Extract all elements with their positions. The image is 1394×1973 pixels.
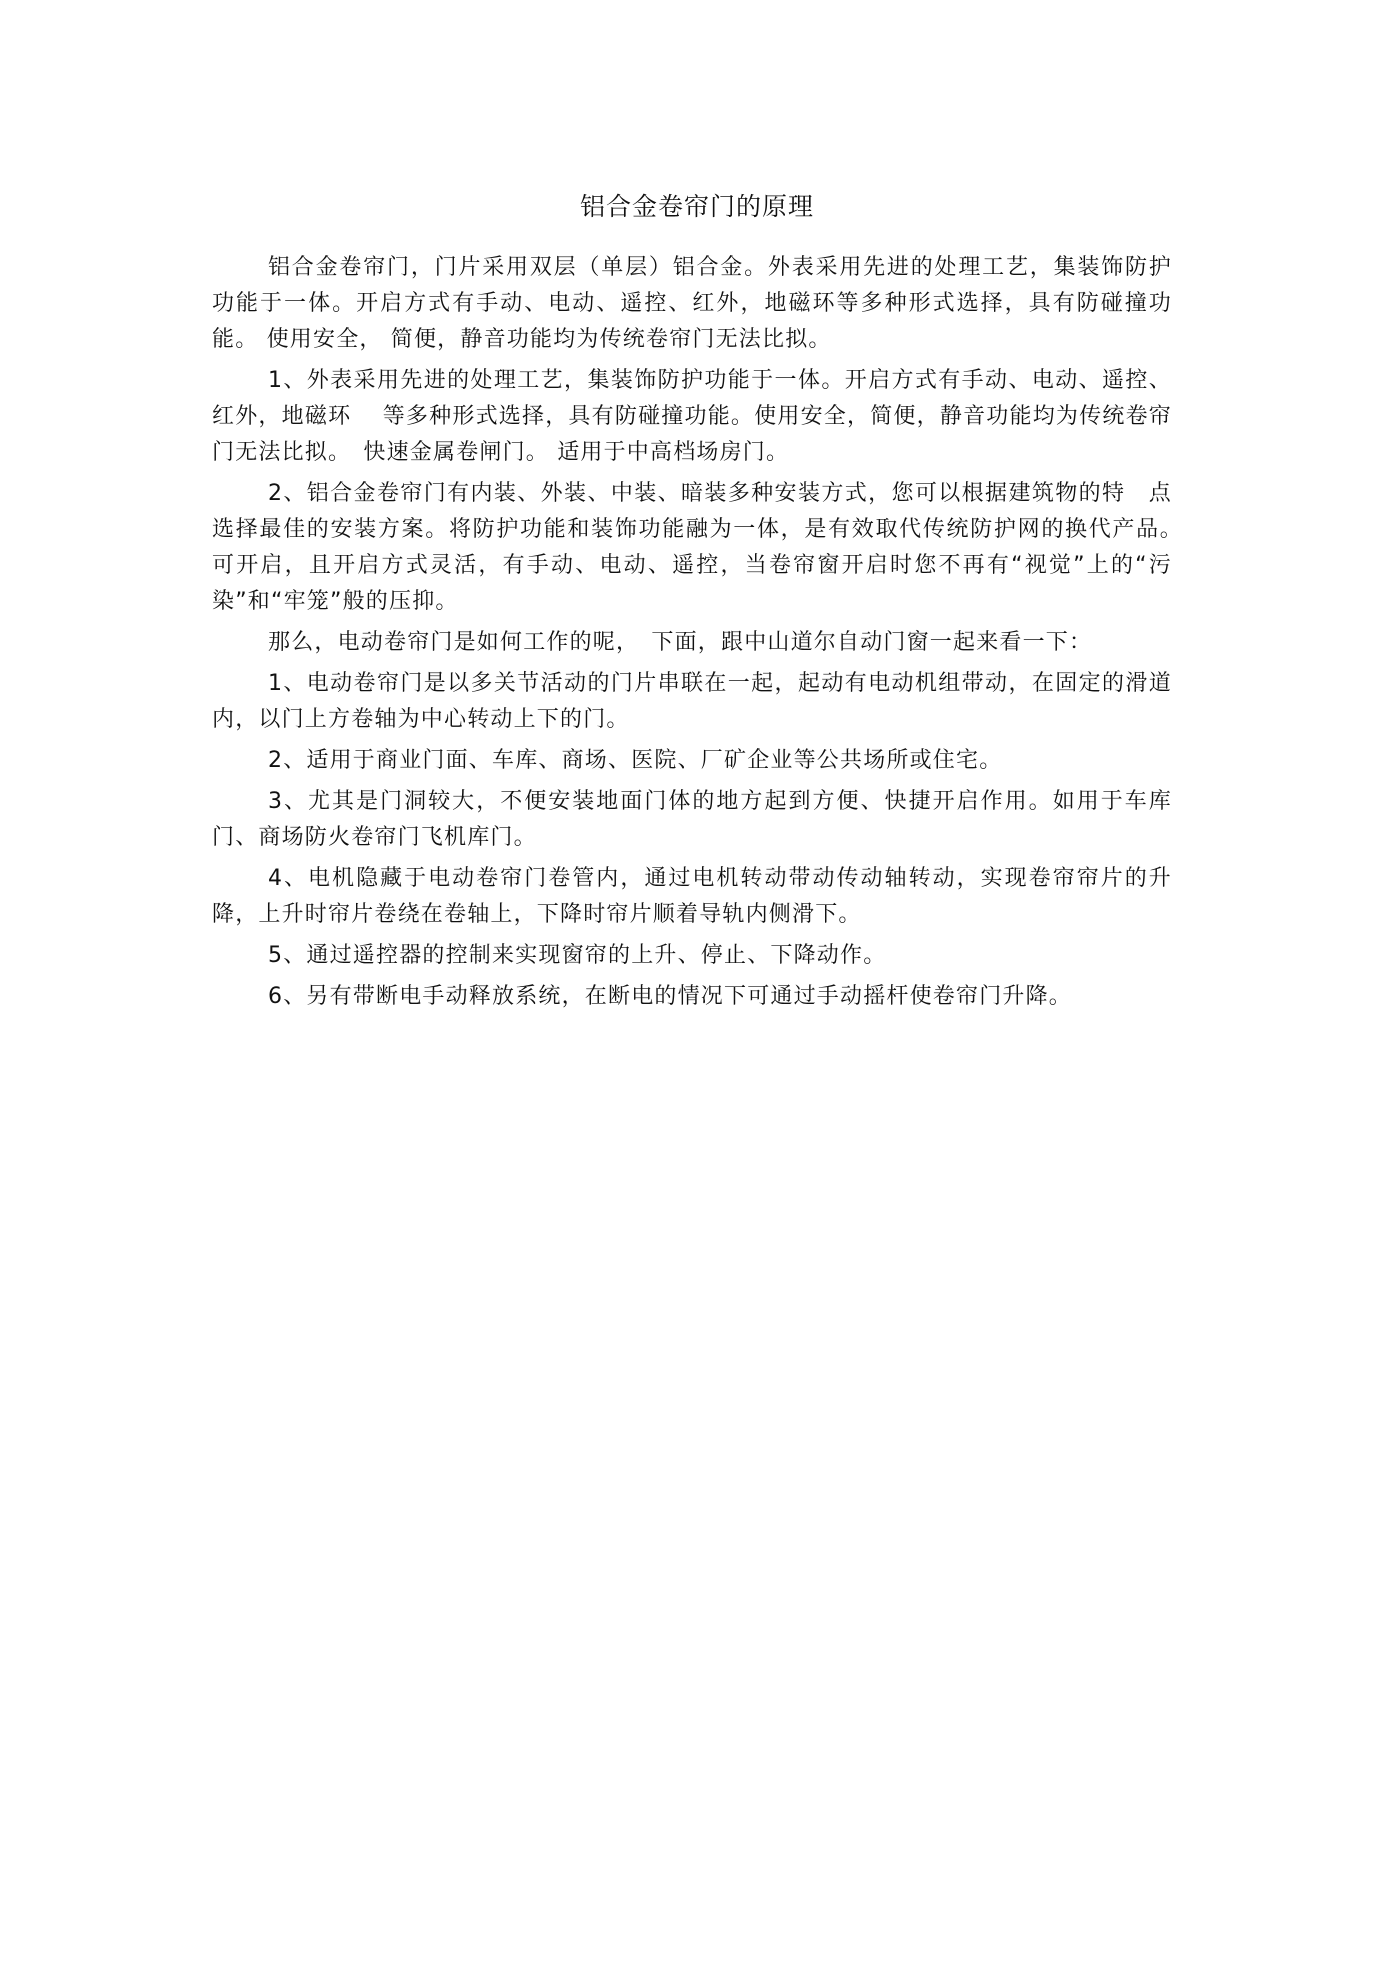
paragraph-work-5: 5、通过遥控器的控制来实现窗帘的上升、停止、下降动作。 xyxy=(268,943,887,968)
document-body xyxy=(212,250,1204,1020)
paragraph-work-6: 6、另有带断电手动释放系统，在断电的情况下可通过手动摇杆使卷帘门升降。 xyxy=(268,984,1072,1009)
document-title: 铝合金卷帘门的原理 xyxy=(579,192,814,221)
paragraph-feature-2: 2、铝合金卷帘门有内装、外装、中装、暗装多种安装方式，您可以根据建筑物的特 点选择最佳的安装方案。将防护功能和装饰功能融为一体，是有效取代传统防护网的换代产品。 可开启，且开启方式灵活，有手动、电动、遥控，当卷帘窗开启时您不再有“视觉”上的“污染”和“牢笼”般的压抑。 xyxy=(212,481,1204,614)
paragraph-transition: 那么，电动卷帘门是如何工作的呢， 下面，跟中山道尔自动门窗一起来看一下： xyxy=(268,630,1093,655)
paragraph-feature-1: 1、外表采用先进的处理工艺，集装饰防护功能于一体。开启方式有手动、电动、遥控、红外，地磁环 等多种形式选择，具有防碰撞功能。使用安全，简便，静音功能均为传统卷帘门无法比拟。 快速金属卷闸门。 适用于中高档场房门。 xyxy=(212,368,1172,465)
paragraph-work-3: 3、尤其是门洞较大，不便安装地面门体的地方起到方便、快捷开启作用。如用于车库门、商场防火卷帘门飞机库门。 xyxy=(212,789,1172,850)
paragraph-work-1: 1、电动卷帘门是以多关节活动的门片串联在一起，起动有电动机组带动，在固定的滑道内，以门上方卷轴为中心转动上下的门。 xyxy=(212,671,1172,732)
paragraph-work-2: 2、适用于商业门面、车库、商场、医院、厂矿企业等公共场所或住宅。 xyxy=(268,748,1003,773)
paragraph-intro: 铝合金卷帘门，门片采用双层（单层）铝合金。外表采用先进的处理工艺，集装饰防护功能于一体。开启方式有手动、电动、遥控、红外，地磁环等多种形式选择，具有防碰撞功能。 使用安全， 简便，静音功能均为传统卷帘门无法比拟。 xyxy=(212,255,1172,352)
paragraph-work-4: 4、电机隐藏于电动卷帘门卷管内，通过电机转动带动传动轴转动，实现卷帘帘片的升降，上升时帘片卷绕在卷轴上，下降时帘片顺着导轨内侧滑下。 xyxy=(212,866,1172,927)
